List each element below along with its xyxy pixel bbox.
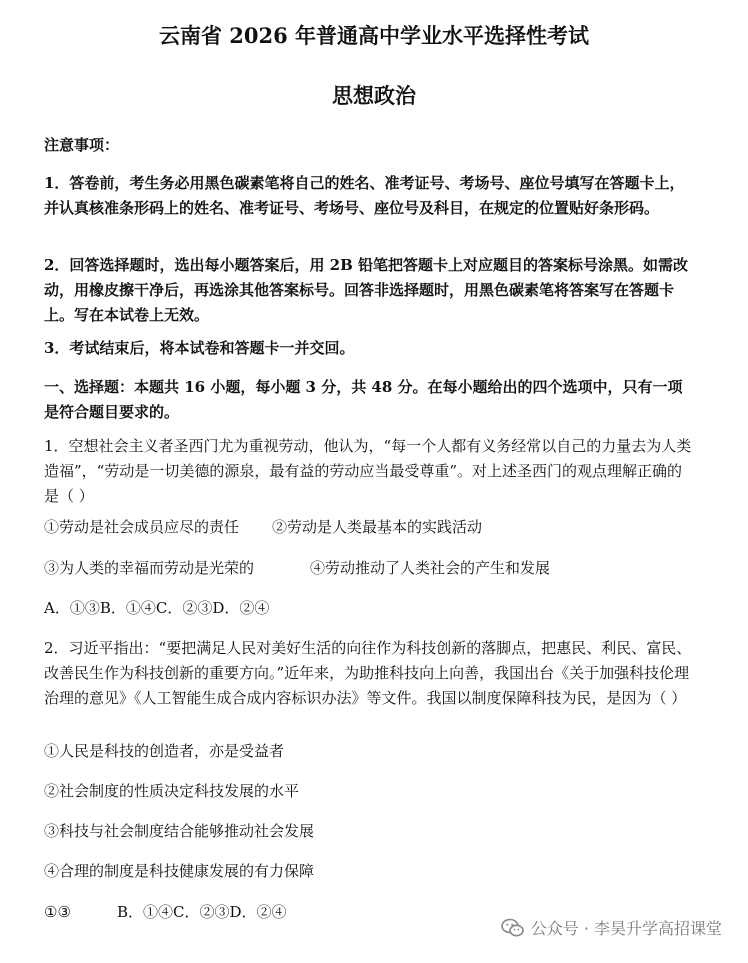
notice-item-3: 3．考试结束后，将本试卷和答题卡一并交回。 xyxy=(44,339,355,357)
notice-item-1: 1．答卷前，考生务必用黑色碳素笔将自己的姓名、准考证号、考场号、座位号填写在答题卡上，并认真核准条形码上的姓名、准考证号、考场号、座位号及科目，在规定的位置贴好条形码。 xyxy=(44,174,685,217)
q1-statement-2: ②劳动是人类最基本的实践活动 xyxy=(272,518,483,536)
watermark xyxy=(497,914,726,941)
q1-statement-1: ①劳动是社会成员应尽的责任 xyxy=(44,518,240,536)
q1-statement-3: ③为人类的幸福而劳动是光荣的 xyxy=(44,559,255,577)
q1-options: A．①③B．①④C．②③D．②④ xyxy=(44,599,270,617)
q2-statement-3: ③科技与社会制度结合能够推动社会发展 xyxy=(44,822,315,840)
q2-options-rest: B．①④C．②③D．②④ xyxy=(117,903,287,921)
q2-statement-1: ①人民是科技的创造者，亦是受益者 xyxy=(44,742,285,760)
notice-item-2: 2．回答选择题时，选出每小题答案后，用 2B 铅笔把答题卡上对应题目的答案标号涂黑。如需改动，用橡皮擦干净后，再选涂其他答案标号。回答非选择题时，用黑色碳素笔将答案写在答题卡上。写在本试卷上无效。 xyxy=(44,256,689,324)
q2-stem: 2．习近平指出：“要把满足人民对美好生活的向往作为科技创新的落脚点，把惠民、利民、富民、改善民生作为科技创新的重要方向。”近年来，为助推科技向上向善，我国出台《关于加强科技伦理治理的意见》《人工智能生成合成内容标识办法》等文件。我国以制度保障科技为民，是因为（ ） xyxy=(44,639,692,707)
exam-subject: 思想政治 xyxy=(332,83,416,108)
wechat-icon xyxy=(501,918,525,938)
q2-option-a: ①③ xyxy=(44,903,71,921)
exam-title: 云南省 2026 年普通高中学业水平选择性考试 xyxy=(158,23,590,48)
q2-statement-4: ④合理的制度是科技健康发展的有力保障 xyxy=(44,862,315,880)
watermark-text: 公众号 · 李昊升学高招课堂 xyxy=(530,919,722,938)
section-heading: 一、选择题：本题共 16 小题，每小题 3 分，共 48 分。在每小题给出的四个选项中，只有一项是符合题目要求的。 xyxy=(44,378,683,421)
q2-statement-2: ②社会制度的性质决定科技发展的水平 xyxy=(44,782,300,800)
q1-statement-4: ④劳动推动了人类社会的产生和发展 xyxy=(310,559,551,577)
notice-heading: 注意事项： xyxy=(44,136,120,154)
q1-stem: 1．空想社会主义者圣西门尤为重视劳动，他认为，“每一个人都有义务经常以自己的力量去为人类造福”，“劳动是一切美德的源泉，最有益的劳动应当最受尊重”。对上述圣西门的观点理解正确的是（ ） xyxy=(44,437,692,505)
